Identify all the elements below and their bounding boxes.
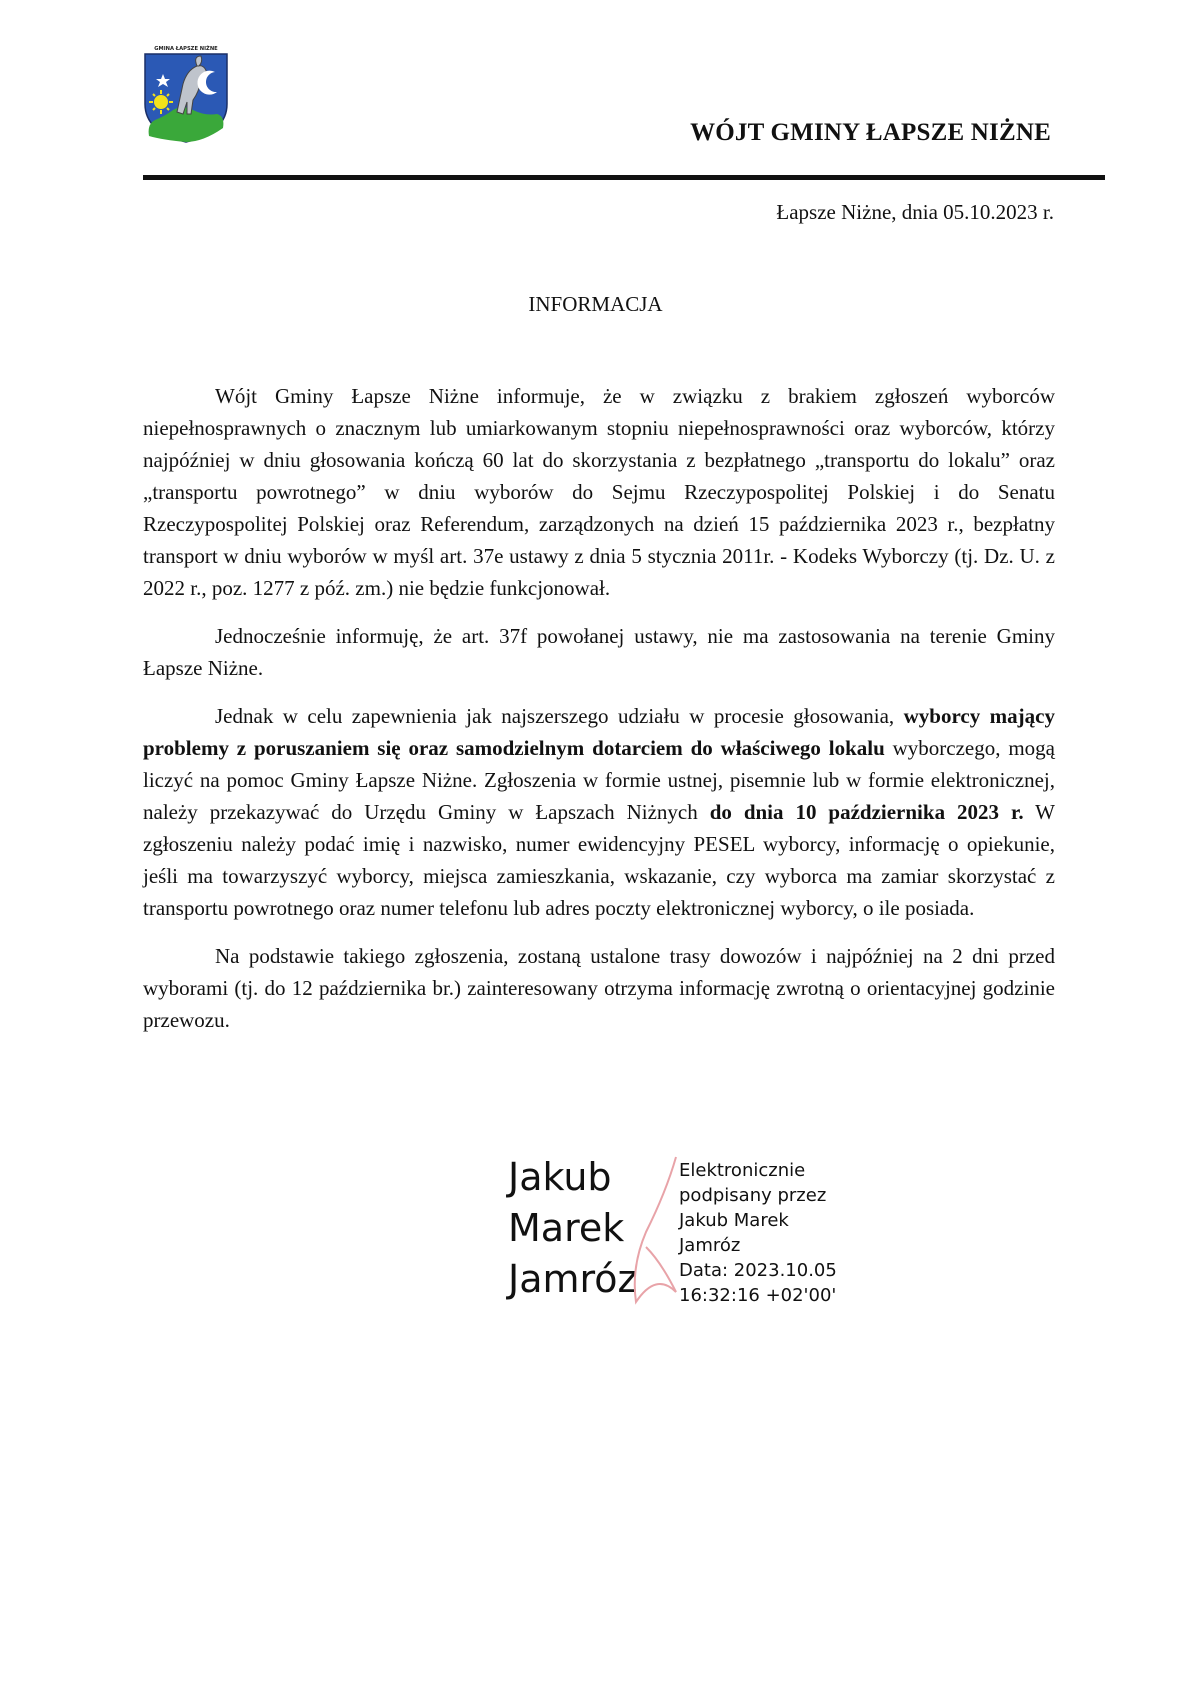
paragraph-3-text-a: Jednak w celu zapewnienia jak najszerszego udziału w procesie głosowania, (215, 704, 904, 728)
signature-detail-line: 16:32:16 +02'00' (679, 1285, 837, 1306)
signature-detail-line: podpisany przez (679, 1185, 827, 1206)
paragraph-3-bold-2: do dnia 10 października 2023 r. (709, 800, 1024, 824)
coat-of-arms-icon (143, 44, 229, 144)
header-divider (143, 175, 1105, 180)
paragraph-3-text-b: wyborczego, mogą liczyć na pomoc Gminy Łapsze Niżne. Zgłoszenia w formie ustnej, pisemnie lub w formie elektronicznej, należy przekazywać do Urzędu Gminy w Łapszach Niżnych (143, 736, 1055, 824)
paragraph-3-bold-1: wyborcy mający problemy z poruszaniem się oraz samodzielnym dotarciem do właściwego lokalu (143, 704, 1055, 760)
signature-flourish-icon (616, 1152, 686, 1312)
signer-name-line: Jamróz (508, 1257, 638, 1301)
logo-caption: GMINA ŁAPSZE NIŻNE (154, 46, 218, 52)
document-date: Łapsze Niżne, dnia 05.10.2023 r. (776, 200, 1054, 224)
signer-name-line: Marek (508, 1206, 625, 1250)
paragraph-2: Jednocześnie informuję, że art. 37f powołanej ustawy, nie ma zastosowania na terenie Gminy Łapsze Niżne. (143, 624, 1055, 680)
coat-of-arms-logo (143, 44, 229, 144)
signature-details (679, 1158, 837, 1308)
paragraph-1: Wójt Gminy Łapsze Niżne informuje, że w związku z brakiem zgłoszeń wyborców niepełnosprawnych o znacznym lub umiarkowanym stopniu niepełnosprawności oraz wyborców, którzy najpóźniej w dniu głosowania kończą 60 lat do skorzystania z bezpłatnego „transportu do lokalu” oraz „transportu powrotnego” w dniu wyborów do Sejmu Rzeczypospolitej Polskiej i do Senatu Rzeczypospolitej Polskiej oraz Referendum, zarządzonych na dzień 15 października 2023 r., bezpłatny transport w dniu wyborów w myśl art. 37e ustawy z dnia 5 stycznia 2011r. - Kodeks Wyborczy (tj. Dz. U. z 2022 r., poz. 1277 z póź. zm.) nie będzie funkcjonował. (143, 384, 1055, 600)
signature-detail-line: Elektronicznie (679, 1160, 806, 1181)
signature-detail-line: Jakub Marek (679, 1210, 789, 1231)
signature-detail-line: Jamróz (679, 1235, 741, 1256)
issuer-heading: WÓJT GMINY ŁAPSZE NIŻNE (690, 119, 1051, 146)
document-title: INFORMACJA (528, 292, 663, 316)
paragraph-4: Na podstawie takiego zgłoszenia, zostaną ustalone trasy dowozów i najpóźniej na 2 dni przed wyborami (tj. do 12 października br.) zainteresowany otrzyma informację zwrotną o orientacyjnej godzinie przewozu. (143, 944, 1055, 1032)
electronic-signature (508, 1152, 848, 1312)
signer-name-line: Jakub (508, 1155, 612, 1199)
paragraph-3-text-c: W zgłoszeniu należy podać imię i nazwisko, numer ewidencyjny PESEL wyborcy, informację o opiekunie, jeśli ma towarzyszyć wyborcy, miejsca zamieszkania, wskazanie, czy wyborca ma zamiar skorzystać z transportu powrotnego oraz numer telefonu lub adres poczty elektronicznej wyborcy, o ile posiada. (143, 800, 1055, 920)
paragraph-3 (143, 700, 1055, 924)
document-body (143, 380, 1055, 1052)
signature-detail-line: Data: 2023.10.05 (679, 1260, 837, 1281)
